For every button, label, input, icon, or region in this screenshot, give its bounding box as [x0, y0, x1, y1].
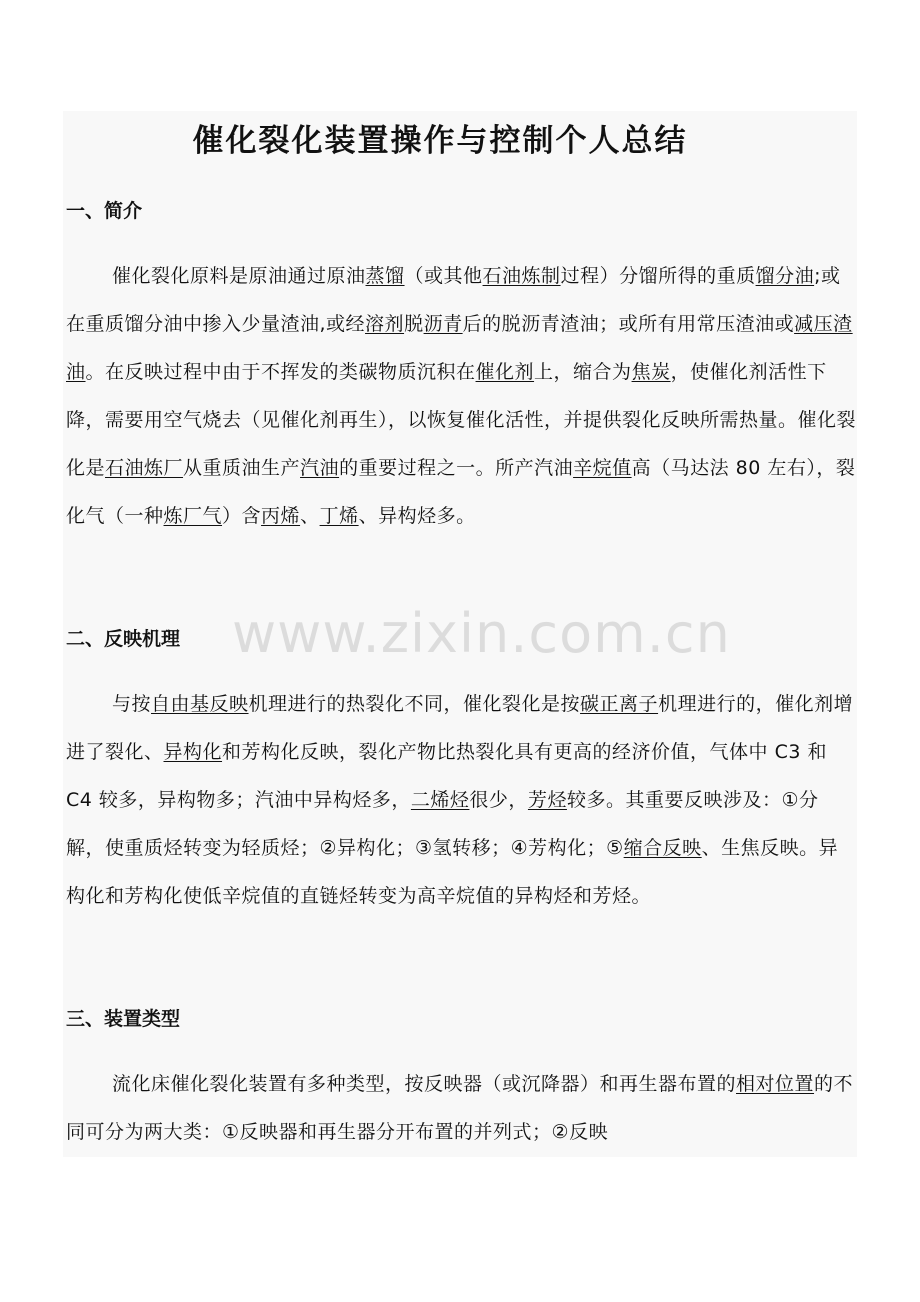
- linked-term[interactable]: 自由基反映: [151, 693, 249, 715]
- text-run: 、异构烃多。: [358, 505, 476, 527]
- linked-term[interactable]: 馏分油: [755, 265, 815, 287]
- section-heading-mechanism: 二、反映机理: [66, 628, 181, 650]
- text-run: 机理进行的热裂化不同，催化裂化是按: [248, 693, 581, 715]
- linked-term[interactable]: 辛烷值: [573, 457, 632, 479]
- linked-term[interactable]: 石油炼厂: [105, 457, 184, 479]
- linked-term[interactable]: 异构化: [163, 741, 223, 763]
- text-run: 、: [300, 505, 320, 527]
- linked-term[interactable]: 丁烯: [319, 505, 359, 527]
- text-run: 机理进行的，催化剂增进了裂化、: [66, 693, 854, 763]
- text-run: ;或在重质馏分油中掺入少量渣油,或经: [66, 265, 841, 335]
- text-run: 。在反映过程中由于不挥发的类碳物质沉积在: [85, 361, 476, 383]
- document-title: 催化裂化装置操作与控制个人总结: [192, 123, 688, 159]
- linked-term[interactable]: 减压渣油: [66, 313, 853, 383]
- text-run: 过程）分馏所得的重质: [560, 265, 756, 287]
- text-run: 和芳构化反映，裂化产物比热裂化具有更高的经济价值，气体中 C3 和 C4 较多，异构物多；汽油中异构烃多，: [66, 741, 827, 811]
- linked-term[interactable]: 沥青: [423, 313, 463, 335]
- text-run: 后的脱沥青渣油；或所有用常压渣油或: [462, 313, 795, 335]
- linked-term[interactable]: 石油炼制: [482, 265, 561, 287]
- text-run: 很少，: [469, 789, 528, 811]
- section-paragraph-intro: [66, 252, 856, 540]
- text-run: ，使催化剂活性下降，需要用空气烧去（见催化剂再生），以恢复催化活性，并提供裂化反映所需热量。催化裂化是: [66, 361, 857, 479]
- linked-term[interactable]: 溶剂: [365, 313, 405, 335]
- text-run: 脱: [404, 313, 424, 335]
- text-run: 催化裂化原料是原油通过原油: [112, 265, 366, 287]
- linked-term[interactable]: 炼厂气: [163, 505, 223, 527]
- section-paragraph-mechanism: [66, 680, 856, 920]
- linked-term[interactable]: 芳烃: [527, 789, 567, 811]
- text-run: ）含: [222, 505, 262, 527]
- section-paragraph-types: [66, 1060, 856, 1156]
- text-run: 从重质油生产: [183, 457, 301, 479]
- text-run: 、生焦反映。异构化和芳构化使低辛烷值的直链烃转变为高辛烷值的异构烃和芳烃。: [66, 837, 839, 907]
- section-heading-types: 三、装置类型: [66, 1008, 181, 1030]
- linked-term[interactable]: 蒸馏: [365, 265, 405, 287]
- linked-term[interactable]: 相对位置: [736, 1073, 815, 1095]
- watermark: www.zixin.com.cn: [232, 602, 731, 665]
- text-run: 的不同可分为两大类：①反映器和再生器分开布置的并列式；②反映: [66, 1073, 854, 1143]
- linked-term[interactable]: 催化剂: [475, 361, 535, 383]
- text-run: 与按: [112, 693, 152, 715]
- text-run: 的重要过程之一。所产汽油: [339, 457, 574, 479]
- section-heading-intro: 一、简介: [66, 200, 143, 222]
- linked-term[interactable]: 丙烯: [261, 505, 301, 527]
- linked-term[interactable]: 焦炭: [631, 361, 671, 383]
- text-run: 上，缩合为: [534, 361, 632, 383]
- text-run: 高（马达法 80 左右），裂化气（一种: [66, 457, 856, 527]
- linked-term[interactable]: 二烯烃: [410, 789, 470, 811]
- text-run: （或其他: [404, 265, 483, 287]
- linked-term[interactable]: 汽油: [300, 457, 340, 479]
- text-run: 较多。其重要反映涉及：①分解，使重质烃转变为轻质烃；②异构化；③氢转移；④芳构化；⑤: [66, 789, 819, 859]
- linked-term[interactable]: 缩合反映: [623, 837, 702, 859]
- linked-term[interactable]: 碳正离子: [580, 693, 659, 715]
- text-run: 流化床催化裂化装置有多种类型，按反映器（或沉降器）和再生器布置的: [112, 1073, 737, 1095]
